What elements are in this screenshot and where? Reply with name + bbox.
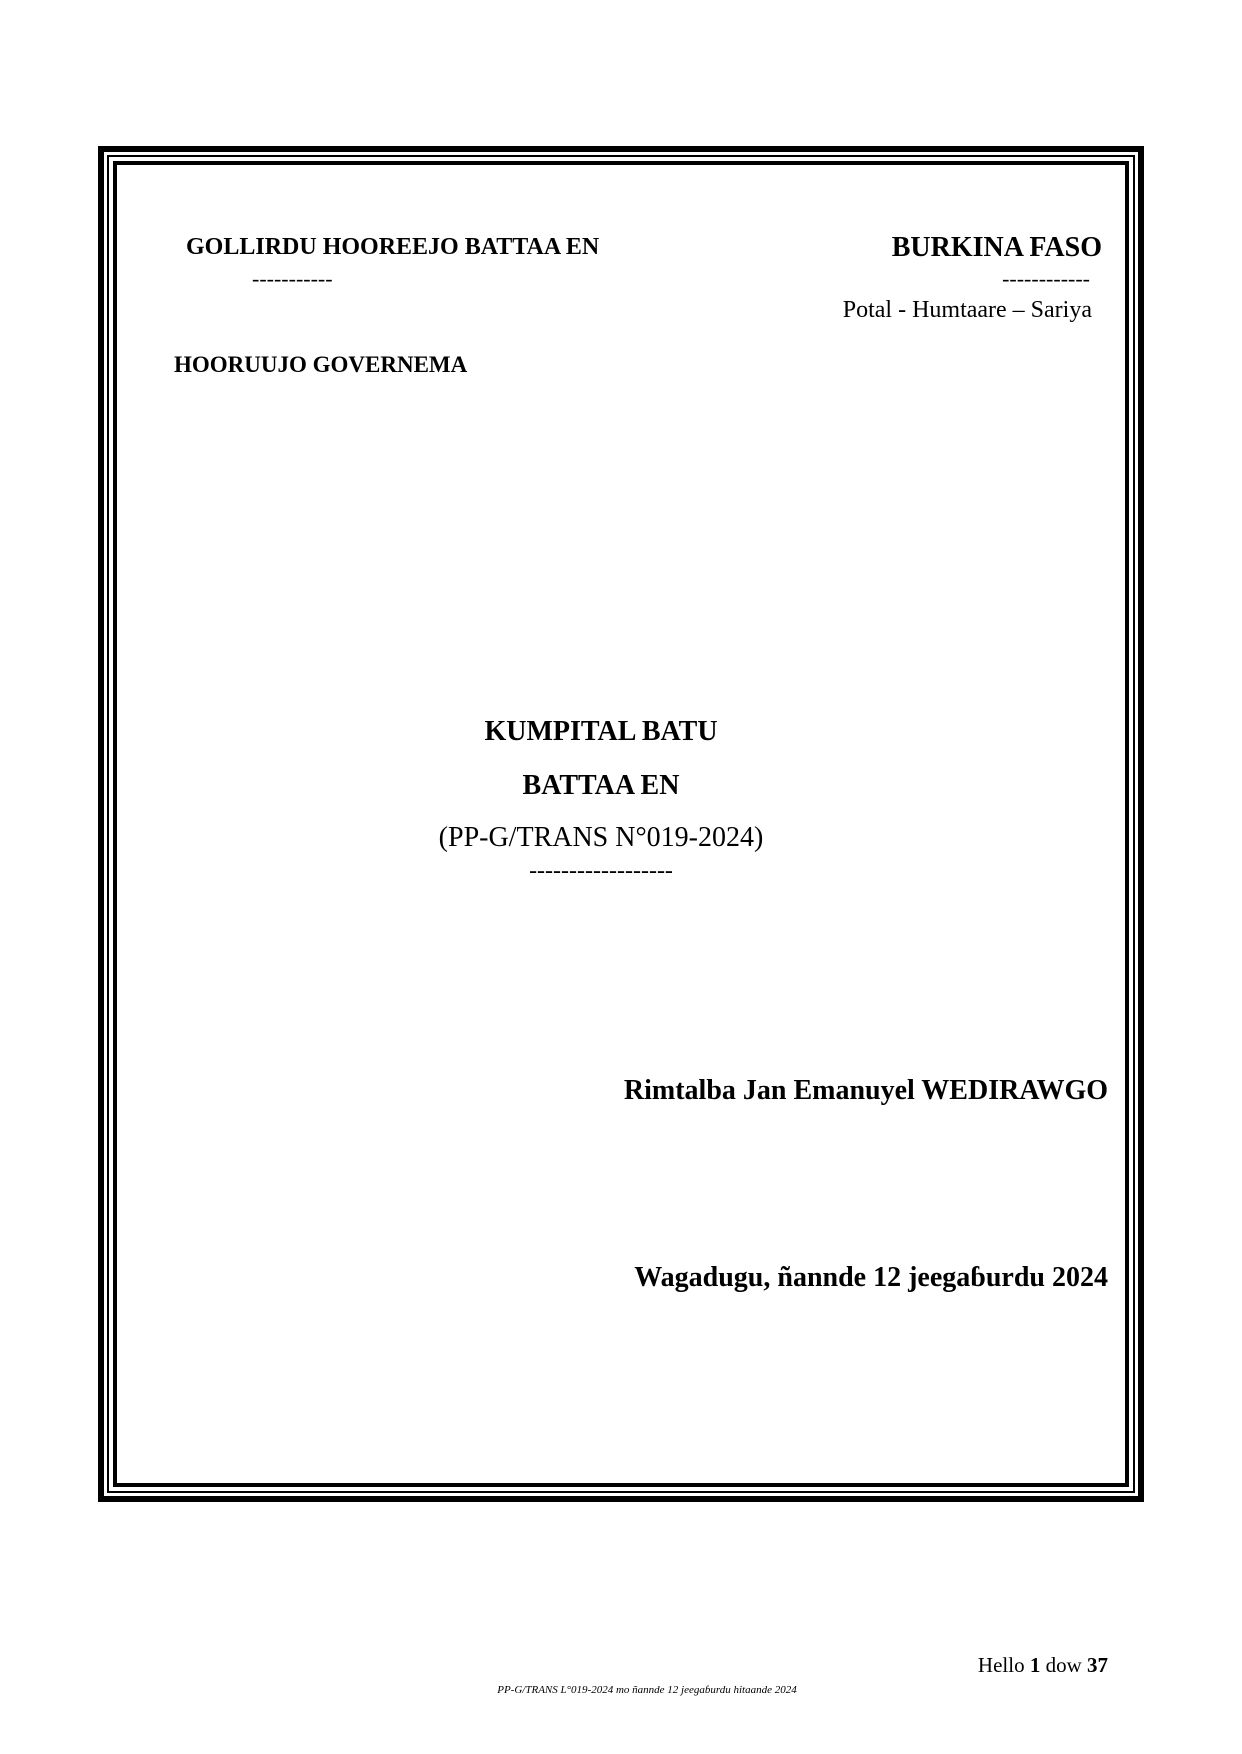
page-number-prefix: Hello <box>977 1653 1025 1677</box>
document-reference: (PP-G/TRANS N°019-2024) <box>438 822 764 853</box>
issuing-sub-body: HOORUUJO GOVERNEMA <box>174 352 468 377</box>
page-number-current: 1 <box>1029 1653 1041 1677</box>
page-number-of: dow <box>1045 1653 1082 1677</box>
national-motto: Potal - Humtaare – Sariya <box>842 297 1092 323</box>
footer-reference: PP-G/TRANS L°019-2024 mo ñannde 12 jeegaɓurdu hitaande 2024 <box>497 1684 797 1696</box>
issuing-body-separator: ----------- <box>252 266 333 291</box>
country-name: BURKINA FASO <box>891 232 1102 263</box>
signatory-name: Rimtalba Jan Emanuyel WEDIRAWGO <box>623 1075 1108 1106</box>
issuing-body: GOLLIRDU HOOREEJO BATTAA EN <box>186 234 600 260</box>
place-and-date: Wagadugu, ñannde 12 jeegaɓurdu 2024 <box>634 1262 1108 1293</box>
page-number-total: 37 <box>1087 1653 1108 1677</box>
country-separator: ------------ <box>1002 266 1090 291</box>
page-number <box>978 1653 1108 1678</box>
title-separator: ------------------ <box>529 858 673 884</box>
document-title-line-1: KUMPITAL BATU <box>484 716 718 747</box>
document-title-line-2: BATTAA EN <box>522 770 680 801</box>
